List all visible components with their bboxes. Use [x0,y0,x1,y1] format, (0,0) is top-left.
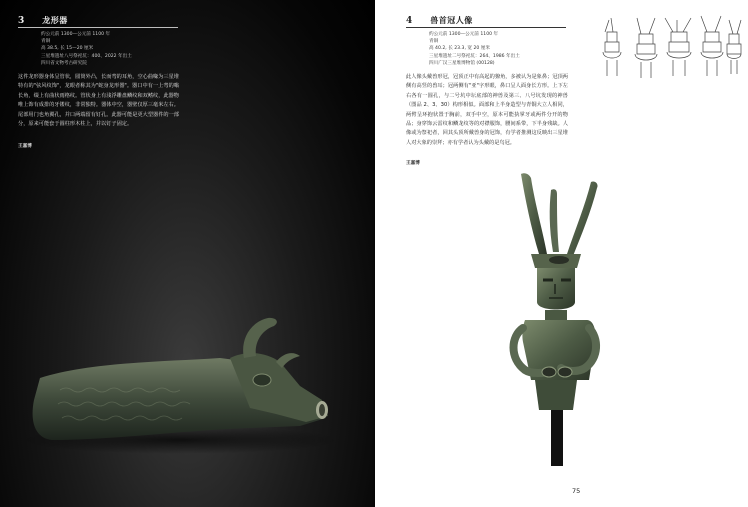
meta-collection: 四川省文物考古研究院 [41,60,87,66]
meta-material: 青铜 [41,39,51,45]
meta-date: 约公元前 1300—公元前 1100 年 [429,32,499,37]
meta-provenance: 三星堆遗址八号祭祀坑：400、2022 年出土 [41,53,132,59]
entry-number: 4 [406,16,413,26]
meta-provenance: 三星堆遗址二号祭祀坑：264、1986 年出土 [429,53,520,59]
figure-line-drawings [597,12,743,84]
entry-author: 王嘉博 [406,161,420,166]
entry-heading [18,15,68,26]
entry-number: 3 [18,16,25,26]
meta-date: 约公元前 1300—公元前 1100 年 [41,32,111,37]
entry-title: 龙形器 [42,16,68,25]
catalog-metadata [41,31,132,67]
entry-title: 兽首冠人像 [430,16,473,25]
catalog-metadata [429,31,520,67]
entry-description: 此人像头戴兽形冠，冠顶正中有高起的獠角，多被认为是象鼻；冠顶两侧有高竖的兽耳；冠两侧有"亚"字形眼，鼻口呈人面身长方形。上下左右各有一圆孔，与二号坑中坛底部的神兽及第三、八号坑发现的神兽（图品 2、3、30）构形相似。面部和上半身造型与青铜大立人相同，两臂呈环抱状置于胸前，双手中空，原本可能执掌牙或两件分开的物品；身穿饰云雷纹和鳞龙纹等的对襟服饰，腰间系带，下半身残缺。人像或为祭祀者，回其头顶所戴兽身的冠饰，有学者推测这反映出三星堆人对大象的崇拜；亦有学者认为头戴的是鸟冠。 [406,74,568,146]
meta-collection: 四川广汉三星堆博物馆 (00128) [429,60,495,66]
page-number: 75 [572,487,581,495]
meta-dimensions: 高 38.5, 长 15—20 厘米 [41,46,94,52]
entry-author: 王嘉博 [18,144,32,149]
meta-material: 青铜 [429,39,439,45]
crowned-figure-artifact-photo [495,168,615,468]
meta-dimensions: 高 40.2, 长 23.3, 宽 20 厘米 [429,46,490,52]
entry-description: 这件龙形器身体呈管状，圆筒外凸，长而弯的耳角，空心曲喙为三星堆特有的"弦风纹饰"，龙眼者称其为"蛇身龙形器"。器口中有一上弯的嗡长角，缀上有曲状雨格纹。管状身上有浅浮雕盘鳞纹和双鳍纹，此器物唯上饰有成排的牙镂纹，非常独特。器体中空，器壁仅厚三毫米左右。尾部用门也角翼孔，并口两端留有钉孔。此器可能是更大型器件的一部分，原来可能套于圆柱形木柱上，并以钉子固定。 [18,74,179,128]
dragon-artifact-photo [0,300,375,507]
entry-heading [406,15,473,26]
heading-rule [18,27,178,28]
heading-rule [406,27,566,28]
right-page [375,0,748,507]
